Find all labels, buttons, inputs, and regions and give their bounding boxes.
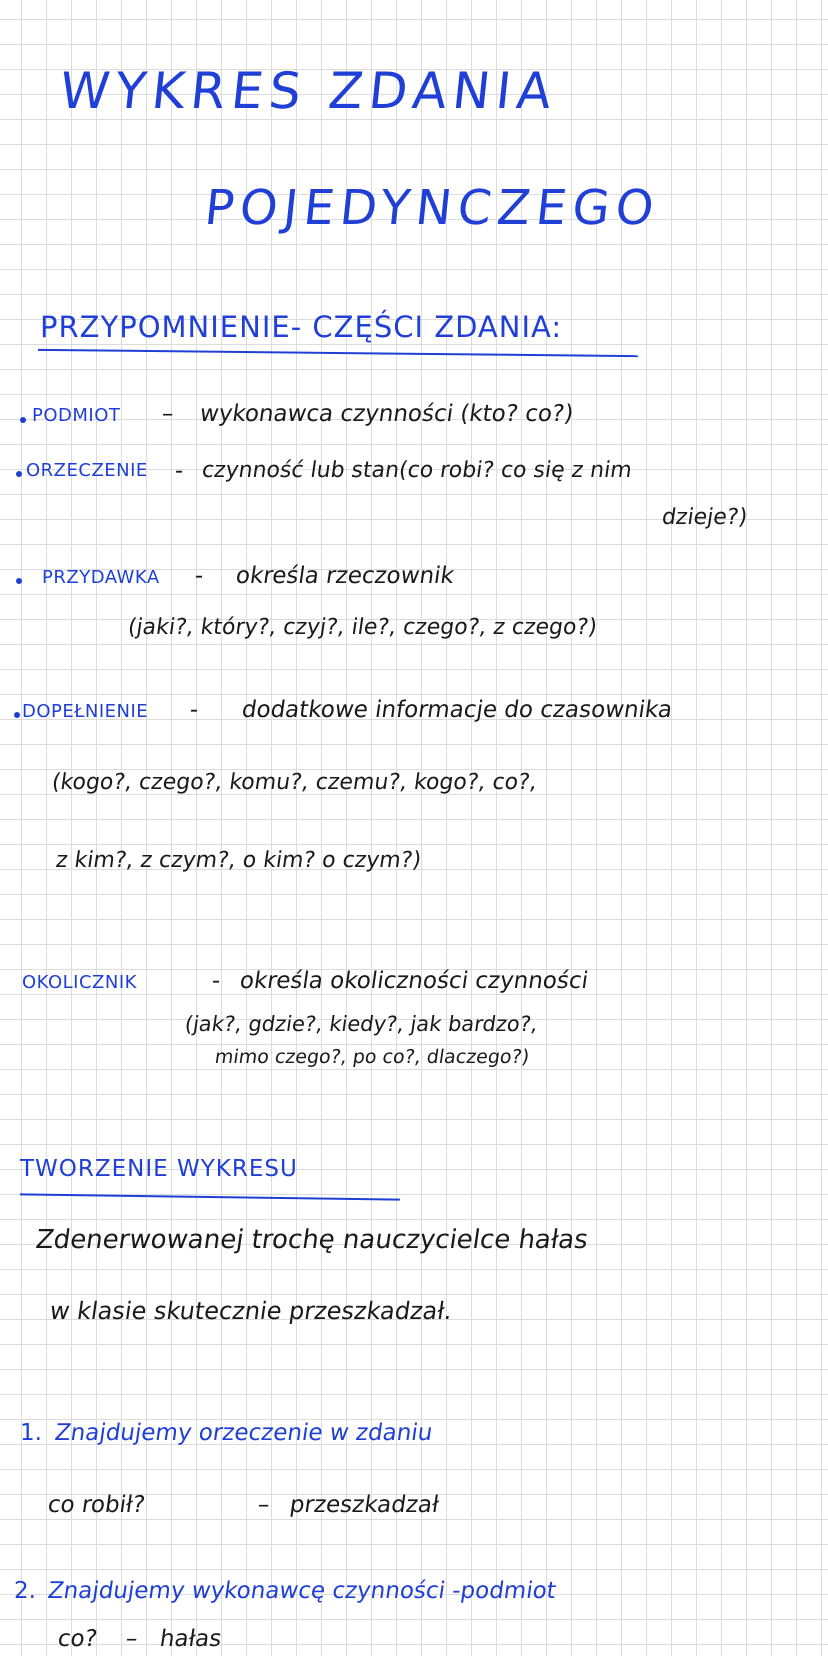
definition-przydawka: określa rzeczownik bbox=[234, 563, 456, 589]
questions-okolicznik-2: mimo czego?, po co?, dlaczego?) bbox=[213, 1046, 531, 1068]
example-sentence-line-2: w klasie skutecznie przeszkadzał. bbox=[48, 1297, 454, 1325]
step-2-text: Znajdujemy wykonawcę czynności -podmiot bbox=[46, 1578, 558, 1604]
step-2-number: 2. bbox=[14, 1578, 36, 1604]
dash-orzeczenie: - bbox=[173, 458, 186, 484]
step-2-answer: hałas bbox=[158, 1626, 224, 1652]
definition-dopelnienie: dodatkowe informacje do czasownika bbox=[240, 697, 674, 723]
example-sentence-line-1: Zdenerwowanej trochę nauczycielce hałas bbox=[33, 1225, 590, 1255]
bullet-dopelnienie bbox=[14, 712, 20, 718]
bullet-orzeczenie bbox=[16, 471, 22, 477]
bullet-podmiot bbox=[20, 417, 26, 423]
step-1-question: co robił? bbox=[46, 1492, 147, 1518]
definition-podmiot: wykonawca czynności (kto? co?) bbox=[198, 401, 576, 427]
step-2-dash: – bbox=[124, 1626, 140, 1652]
step-1-answer: przeszkadzał bbox=[288, 1492, 441, 1518]
page-title-line-1: WYKRES ZDANIA bbox=[56, 62, 561, 120]
creating-heading-underline bbox=[20, 1193, 400, 1200]
questions-okolicznik-1: (jak?, gdzie?, kiedy?, jak bardzo?, bbox=[183, 1012, 540, 1036]
definition-orzeczenie: czynność lub stan(co robi? co się z nim bbox=[200, 458, 634, 483]
term-przydawka: PRZYDAWKA bbox=[42, 567, 160, 588]
questions-przydawka: (jaki?, który?, czyj?, ile?, czego?, z czego?) bbox=[126, 615, 599, 640]
page-title-line-2: POJEDYNCZEGO bbox=[202, 180, 663, 236]
questions-dopelnienie-2: z kim?, z czym?, o kim? o czym?) bbox=[54, 848, 423, 873]
dash-podmiot: – bbox=[160, 401, 176, 427]
dash-dopelnienie: - bbox=[188, 697, 201, 723]
term-orzeczenie: ORZECZENIE bbox=[26, 460, 148, 481]
bullet-przydawka bbox=[16, 578, 22, 584]
creating-heading: TWORZENIE WYKRESU bbox=[20, 1156, 298, 1182]
step-1-dash: – bbox=[256, 1492, 272, 1518]
reminder-heading: PRZYPOMNIENIE- CZĘŚCI ZDANIA: bbox=[40, 310, 563, 344]
dash-okolicznik: - bbox=[210, 968, 223, 994]
step-1-number: 1. bbox=[20, 1420, 42, 1446]
definition-orzeczenie-cont: dzieje?) bbox=[660, 505, 749, 530]
dash-przydawka: - bbox=[193, 563, 206, 589]
reminder-heading-underline bbox=[38, 349, 638, 357]
step-2-question: co? bbox=[56, 1626, 99, 1652]
questions-dopelnienie-1: (kogo?, czego?, komu?, czemu?, kogo?, co?, bbox=[50, 770, 539, 795]
term-dopelnienie: DOPEŁNIENIE bbox=[22, 701, 149, 722]
term-okolicznik: OKOLICZNIK bbox=[22, 972, 137, 993]
step-1-text: Znajdujemy orzeczenie w zdaniu bbox=[53, 1420, 435, 1446]
definition-okolicznik: określa okoliczności czynności bbox=[238, 968, 590, 994]
term-podmiot: PODMIOT bbox=[32, 405, 121, 426]
